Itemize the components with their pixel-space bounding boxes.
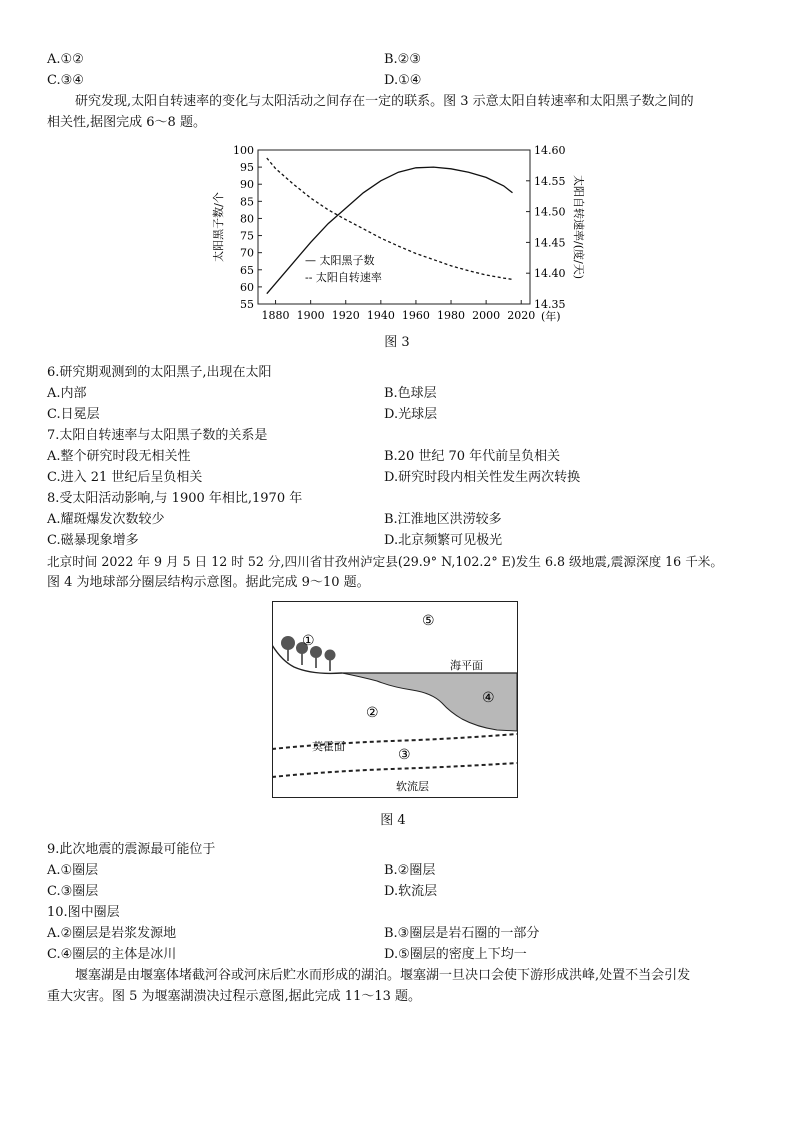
label-2: ② <box>366 705 379 721</box>
left-tick-label: 85 <box>240 195 254 209</box>
q10-stem: 10.图中圈层 <box>47 905 120 920</box>
q9-option-a: A.①圈层 <box>47 863 99 878</box>
q6-option-b: B.色球层 <box>384 386 437 401</box>
right-tick-label: 14.50 <box>534 205 566 219</box>
moho-label: 莫霍面 <box>312 740 345 753</box>
q8-stem: 8.受太阳活动影响,与 1900 年相比,1970 年 <box>47 491 303 506</box>
intro-paragraph-3-line-1: 堰塞湖是由堰塞体堵截河谷或河床后贮水而形成的湖泊。堰塞湖一旦决口会使下游形成洪峰,处置不当会引发 <box>75 968 691 983</box>
q7-option-c: C.进入 21 世纪后呈负相关 <box>47 470 203 485</box>
q9-option-d: D.软流层 <box>384 884 438 899</box>
right-tick-label: 14.55 <box>534 174 566 188</box>
label-1: ① <box>302 633 315 649</box>
left-axis-label: 太阳黑子数/个 <box>212 192 225 262</box>
q8-option-c: C.磁暴现象增多 <box>47 533 139 548</box>
x-tick-label: 1980 <box>437 309 466 322</box>
q9-stem: 9.此次地震的震源最可能位于 <box>47 842 216 857</box>
figure-3-caption: 图 3 <box>384 335 410 350</box>
option-a: A.①② <box>47 52 84 67</box>
q10-option-c: C.④圈层的主体是冰川 <box>47 947 177 962</box>
q6-stem: 6.研究期观测到的太阳黑子,出现在太阳 <box>47 365 272 380</box>
label-3: ③ <box>398 747 411 763</box>
q6-option-c: C.日冕层 <box>47 407 100 422</box>
intro-paragraph-2-line-2: 图 4 为地球部分圈层结构示意图。据此完成 9～10 题。 <box>47 575 370 590</box>
x-tick-label: 2020 <box>507 309 536 322</box>
left-tick-label: 65 <box>240 263 254 277</box>
q7-option-d: D.研究时段内相关性发生两次转换 <box>384 470 581 485</box>
label-4: ④ <box>482 690 495 706</box>
left-tick-label: 100 <box>233 144 254 157</box>
q10-option-b: B.③圈层是岩石圈的一部分 <box>384 926 540 941</box>
asthenosphere-label: 软流层 <box>396 780 429 793</box>
label-5: ⑤ <box>422 613 435 629</box>
figure-3-chart <box>205 140 585 330</box>
left-tick-label: 60 <box>240 280 254 294</box>
x-tick-label: 1920 <box>331 309 360 322</box>
option-b: B.②③ <box>384 52 421 67</box>
q7-stem: 7.太阳自转速率与太阳黑子数的关系是 <box>47 428 268 443</box>
q8-option-a: A.耀斑爆发次数较少 <box>47 512 165 527</box>
x-tick-label: 1880 <box>261 309 290 322</box>
left-tick-label: 55 <box>240 298 254 311</box>
plot-frame <box>258 150 530 304</box>
intro-paragraph-1-line-2: 相关性,据图完成 6～8 题。 <box>47 115 206 130</box>
q9-option-b: B.②圈层 <box>384 863 436 878</box>
q9-option-c: C.③圈层 <box>47 884 99 899</box>
sunspot-series-line <box>267 167 513 294</box>
q10-option-d: D.⑤圈层的密度上下均一 <box>384 947 527 962</box>
option-c: C.③④ <box>47 73 84 88</box>
q6-option-a: A.内部 <box>47 386 87 401</box>
intro-paragraph-3-line-2: 重大灾害。图 5 为堰塞湖溃决过程示意图,据此完成 11～13 题。 <box>47 989 422 1004</box>
option-d: D.①④ <box>384 73 422 88</box>
x-tick-label: 2000 <box>472 309 501 322</box>
q10-option-a: A.②圈层是岩浆发源地 <box>47 926 177 941</box>
q8-option-b: B.江淮地区洪涝较多 <box>384 512 502 527</box>
figure-4-caption: 图 4 <box>380 813 406 828</box>
right-tick-label: 14.35 <box>534 298 566 311</box>
left-tick-label: 90 <box>240 178 254 192</box>
left-tick-label: 95 <box>240 161 254 175</box>
legend-sunspot: — 太阳黑子数 <box>305 254 375 267</box>
q8-option-d: D.北京频繁可见极光 <box>384 533 503 548</box>
q7-option-b: B.20 世纪 70 年代前呈负相关 <box>384 449 561 464</box>
sea-level-label: 海平面 <box>450 659 483 672</box>
x-axis-unit: (年) <box>541 310 561 323</box>
left-tick-label: 80 <box>240 212 254 226</box>
right-axis-label: 太阳自转速率/(度/天) <box>572 175 585 279</box>
x-tick-label: 1900 <box>296 309 325 322</box>
figure-4-diagram <box>272 601 518 799</box>
x-tick-label: 1960 <box>401 309 430 322</box>
intro-paragraph-1-line-1: 研究发现,太阳自转速率的变化与太阳活动之间存在一定的联系。图 3 示意太阳自转速率和太阳黑子数之间的 <box>75 94 694 109</box>
right-tick-label: 14.45 <box>534 236 566 250</box>
x-tick-label: 1940 <box>366 309 395 322</box>
right-tick-label: 14.40 <box>534 267 566 281</box>
left-tick-label: 75 <box>240 229 254 243</box>
q6-option-d: D.光球层 <box>384 407 438 422</box>
q7-option-a: A.整个研究时段无相关性 <box>47 449 191 464</box>
intro-paragraph-2-line-1: 北京时间 2022 年 9 月 5 日 12 时 52 分,四川省甘孜州泸定县(29.9° N,102.2° E)发生 6.8 级地震,震源深度 16 千米。 <box>47 554 723 569</box>
left-tick-label: 70 <box>240 246 254 260</box>
right-tick-label: 14.60 <box>534 144 566 157</box>
legend-rotation: -- 太阳自转速率 <box>305 271 382 284</box>
